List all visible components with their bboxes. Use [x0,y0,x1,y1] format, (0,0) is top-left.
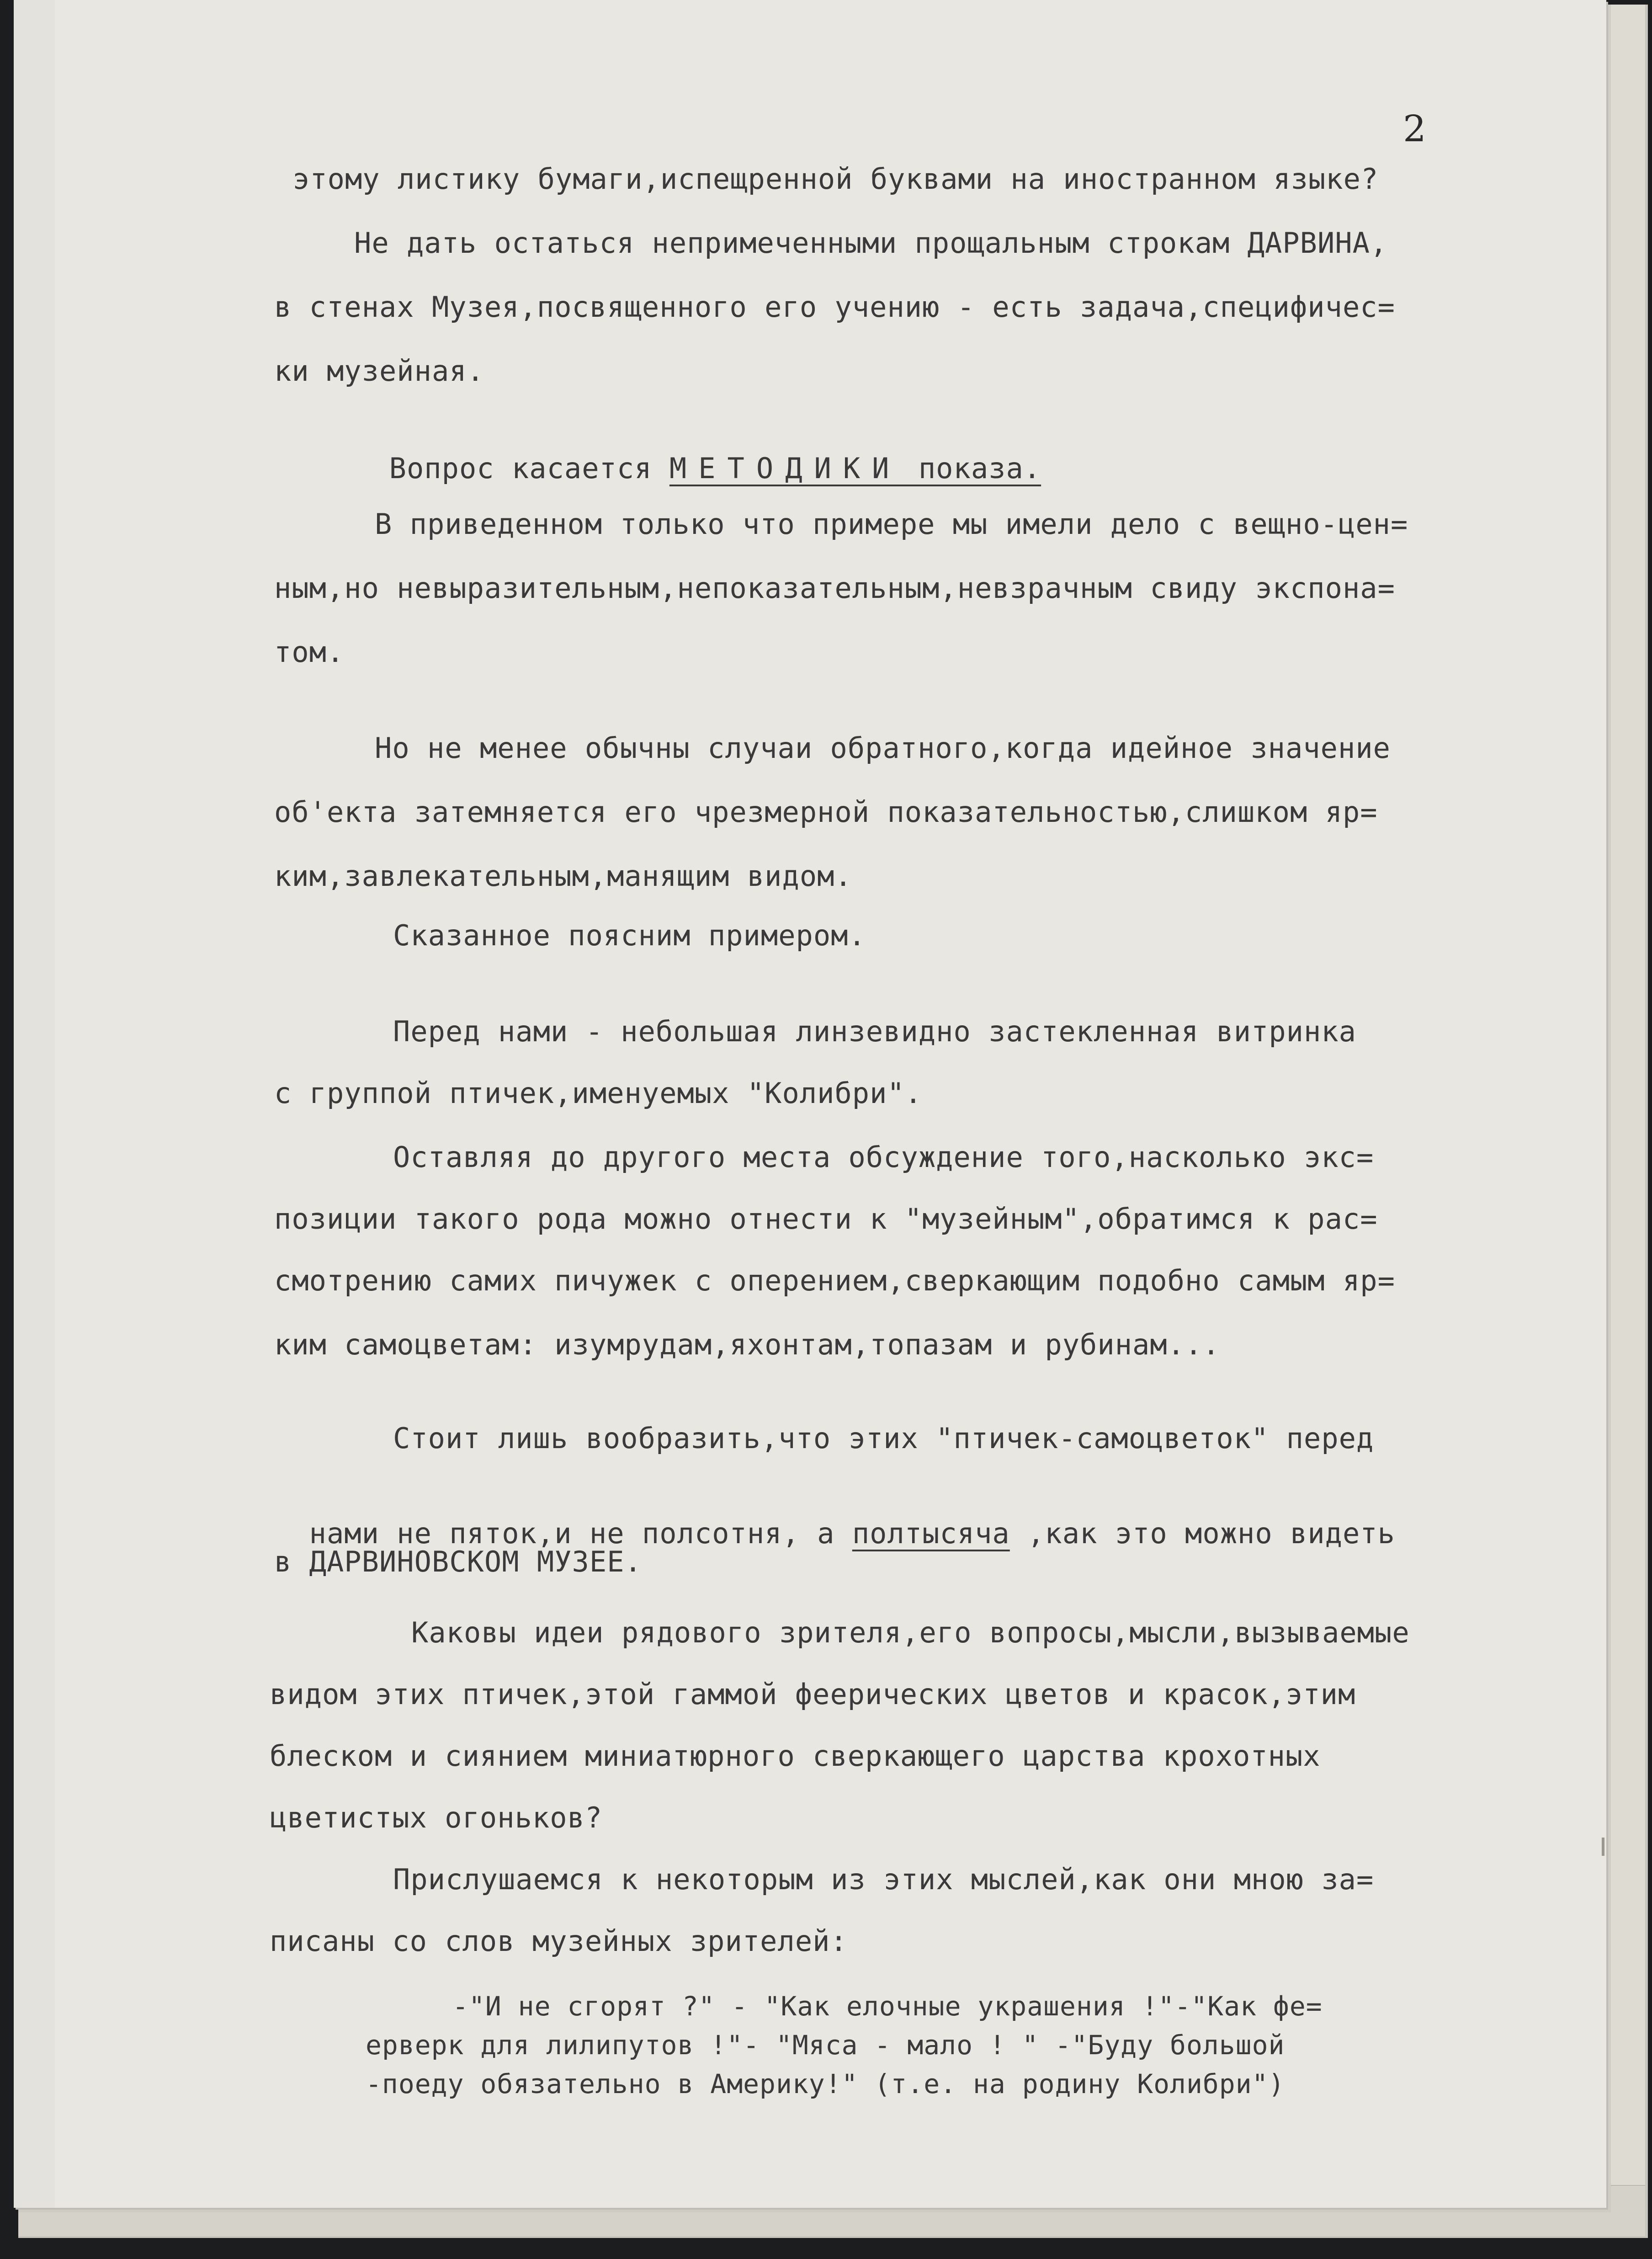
text-line: Не дать остаться непримеченными прощальным строкам ДАРВИНА, [354,226,1388,260]
text-line: писаны со слов музейных зрителей: [270,1924,848,1958]
method-line [354,418,1041,485]
text-line: ким,завлекательным,манящим видом. [274,859,852,893]
text-line: ным,но невыразительным,непоказательным,невзрачным свиду экспона= [274,571,1395,605]
page-number: 2 [1403,107,1426,150]
page-edge-mark [1602,1838,1604,1856]
method-line-prefix: Вопрос касается [389,452,669,485]
text-line: Оставляя до другого места обсуждение того,насколько экс= [393,1140,1374,1174]
text-line: в ДАРВИНОВСКОМ МУЗЕЕ. [274,1545,642,1578]
quote-line: -поеду обязательно в Америку!" (т.е. на родину Колибри") [366,2068,1285,2099]
text-line: ким самоцветам: изумрудам,яхонтам,топазам и рубинам... [274,1328,1220,1361]
text-line: Сказанное поясним примером. [393,919,866,952]
text-line: позиции такого рода можно отнести к "музейным",обратимся к рас= [274,1202,1378,1236]
text-line: смотрению самих пичужек с оперением,сверкающим подобно самым яр= [274,1264,1395,1297]
text-line: том. [274,635,345,669]
text-line: этому листику бумаги,испещренной буквами на иностранном языке? [292,162,1379,196]
half-thousand-prefix: нами не пяток,и не полсотня, а [309,1517,852,1550]
text-line: с группой птичек,именуемых "Колибри". [274,1076,923,1110]
text-line: видом этих птичек,этой гаммой феерических цветов и красок,этим [270,1678,1356,1711]
text-line: в стенах Музея,посвященного его учению - есть задача,специфичес= [274,290,1395,324]
method-emphasis: МЕТОДИКИ [669,452,901,485]
text-line: цветистых огоньков? [270,1801,603,1834]
text-line: Стоит лишь вообразить,что этих "птичек-самоцветок" перед [393,1422,1374,1455]
text-line: Каковы идеи рядового зрителя,его вопросы,мысли,вызываемые [411,1616,1410,1649]
half-thousand-line [274,1483,1395,1550]
half-thousand-suffix: ,как это можно видеть [1009,1517,1395,1550]
text-line: Перед нами - небольшая линзевидно застекленная витринка [393,1015,1356,1048]
method-line-suffix: показа. [901,452,1041,485]
text-line: В приведенном только что примере мы имели дело с вещно-цен= [375,507,1408,541]
text-line: Но не менее обычны случаи обратного,когда идейное значение [375,731,1391,765]
text-line: об'екта затемняется его чрезмерной показательностью,слишком яр= [274,795,1378,829]
text-line: Прислушаемся к некоторым из этих мыслей,как они мною за= [393,1863,1374,1896]
quote-line: -"И не сгорят ?" - "Как елочные украшения !"-"Как фе= [452,1991,1323,2022]
page-margin-shade [14,0,55,2208]
text-line: блеском и сиянием миниатюрного сверкающего царства крохотных [270,1739,1321,1773]
text-line: ки музейная. [274,354,484,388]
quote-line: ерверк для лилипутов !"- "Мяса - мало ! " -"Буду большой [366,2030,1285,2061]
half-thousand-emphasis: полтысяча [852,1517,1010,1550]
